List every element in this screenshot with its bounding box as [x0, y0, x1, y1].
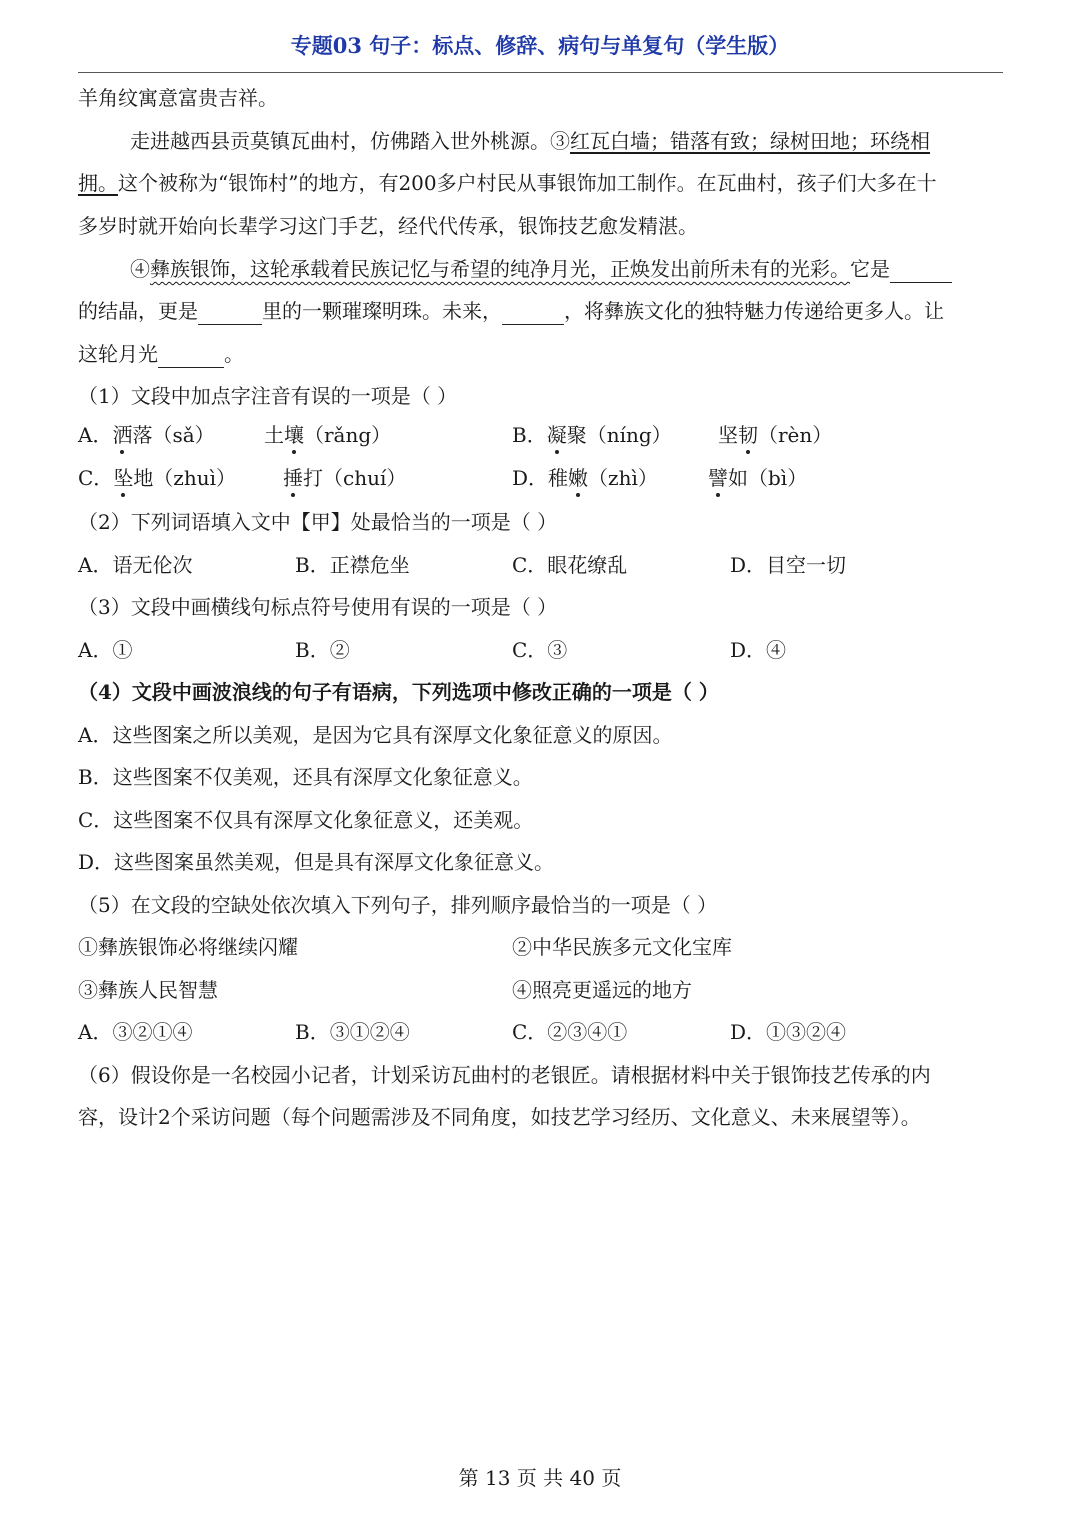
q5-option-b: B．③①②④: [295, 1020, 410, 1044]
sentence-number-4: ④: [130, 257, 150, 281]
q5-sentence-4: ④照亮更遥远的地方: [512, 978, 692, 1002]
dotted-char: 嫩: [568, 466, 589, 490]
page-number-footer: 第 13 页 共 40 页: [458, 1466, 622, 1490]
passage-text: ，将彝族文化的独特魅力传递给更多人。让: [564, 299, 944, 323]
q1-option-d-part2: 譬如（bì）: [708, 466, 808, 490]
q5-sentence-1: ①彝族银饰必将继续闪耀: [78, 935, 298, 959]
q1-option-d-part1: D．稚嫩（zhì）: [512, 466, 658, 490]
question-5-stem: （5）在文段的空缺处依次填入下列句子，排列顺序最恰当的一项是（ ）: [78, 893, 718, 917]
dotted-char: 壤: [284, 423, 304, 447]
passage-paragraph-2-line-3: [78, 340, 244, 368]
q1-option-b-part1: B．凝聚（níng）: [512, 423, 672, 447]
passage-paragraph-1-line-2: [78, 169, 937, 197]
q1-option-a-part2: 土壤（rǎng）: [264, 423, 392, 447]
dotted-char: 凝: [546, 423, 567, 447]
question-1-stem: （1）文段中加点字注音有误的一项是（ ）: [78, 384, 458, 408]
q3-option-d: D．④: [730, 638, 787, 662]
q5-option-d: D．①③②④: [730, 1020, 847, 1044]
q3-option-c: C．③: [512, 638, 568, 662]
passage-text: 这轮月光: [78, 342, 158, 366]
passage-text: 。: [224, 342, 244, 366]
wavy-underlined-sentence: 彝族银饰，这轮承载着民族记忆与希望的纯净月光，正焕发出前所未有的光彩。: [150, 257, 850, 281]
q5-sentence-3: ③彝族人民智慧: [78, 978, 218, 1002]
passage-paragraph-2-line-1: [130, 255, 952, 283]
passage-line-0: 羊角纹寓意富贵吉祥。: [78, 86, 278, 110]
q2-option-b: B．正襟危坐: [295, 553, 410, 577]
underlined-sentence-3-end: 拥。: [78, 171, 118, 195]
question-4-stem: （4）文段中画波浪线的句子有语病，下列选项中修改正确的一项是（ ）: [78, 680, 719, 704]
underlined-sentence-3: 红瓦白墙；错落有致；绿树田地；环绕相: [570, 129, 930, 153]
q2-option-d: D．目空一切: [730, 553, 847, 577]
fill-blank: [890, 260, 952, 283]
question-3-stem: （3）文段中画横线句标点符号使用有误的一项是（ ）: [78, 595, 558, 619]
q5-option-c: C．②③④①: [512, 1020, 628, 1044]
q5-sentence-2: ②中华民族多元文化宝库: [512, 935, 732, 959]
passage-paragraph-1-line-1: [130, 127, 930, 155]
passage-paragraph-2-line-2: [78, 297, 944, 325]
q3-option-a: A．①: [78, 638, 133, 662]
passage-text: 走进越西县贡莫镇瓦曲村，仿佛踏入世外桃源。③: [130, 129, 570, 153]
q1-option-b-part2: 坚韧（rèn）: [718, 423, 833, 447]
q1-option-c-part2: 捶打（chuí）: [283, 466, 407, 490]
dotted-char: 捶: [283, 466, 303, 490]
q4-option-c: C．这些图案不仅具有深厚文化象征意义，还美观。: [78, 808, 534, 832]
q2-option-a: A．语无伦次: [78, 553, 193, 577]
passage-text: 的结晶，更是: [78, 299, 198, 323]
passage-paragraph-1-line-3: 多岁时就开始向长辈学习这门手艺，经代代传承，银饰技艺愈发精湛。: [78, 214, 698, 238]
dotted-char: 洒: [112, 423, 133, 447]
dotted-char: 坠: [113, 466, 134, 490]
q1-option-a-part1: A．洒落（sǎ）: [78, 423, 215, 447]
header-rule: [78, 72, 1003, 73]
fill-blank: [198, 302, 262, 325]
passage-text: 里的一颗璀璨明珠。未来，: [262, 299, 502, 323]
question-6-line-1: （6）假设你是一名校园小记者，计划采访瓦曲村的老银匠。请根据材料中关于银饰技艺传承的内: [78, 1063, 931, 1087]
q4-option-b: B．这些图案不仅美观，还具有深厚文化象征意义。: [78, 765, 533, 789]
dotted-char: 韧: [738, 423, 758, 447]
page-header-title: 专题03 句子：标点、修辞、病句与单复句（学生版）: [290, 33, 790, 58]
q2-option-c: C．眼花缭乱: [512, 553, 628, 577]
fill-blank: [502, 302, 564, 325]
passage-text: 它是: [850, 257, 890, 281]
question-2-stem: （2）下列词语填入文中【甲】处最恰当的一项是（ ）: [78, 510, 558, 534]
q1-option-c-part1: C．坠地（zhuì）: [78, 466, 237, 490]
question-6-line-2: 容，设计2个采访问题（每个问题需涉及不同角度，如技艺学习经历、文化意义、未来展望等）。: [78, 1105, 921, 1129]
q4-option-d: D．这些图案虽然美观，但是具有深厚文化象征意义。: [78, 850, 555, 874]
passage-text: 这个被称为“银饰村”的地方，有200多户村民从事银饰加工制作。在瓦曲村，孩子们大多在十: [118, 171, 937, 195]
dotted-char: 譬: [708, 466, 728, 490]
q5-option-a: A．③②①④: [78, 1020, 193, 1044]
fill-blank: [158, 345, 224, 368]
q3-option-b: B．②: [295, 638, 350, 662]
q4-option-a: A．这些图案之所以美观，是因为它具有深厚文化象征意义的原因。: [78, 723, 673, 747]
